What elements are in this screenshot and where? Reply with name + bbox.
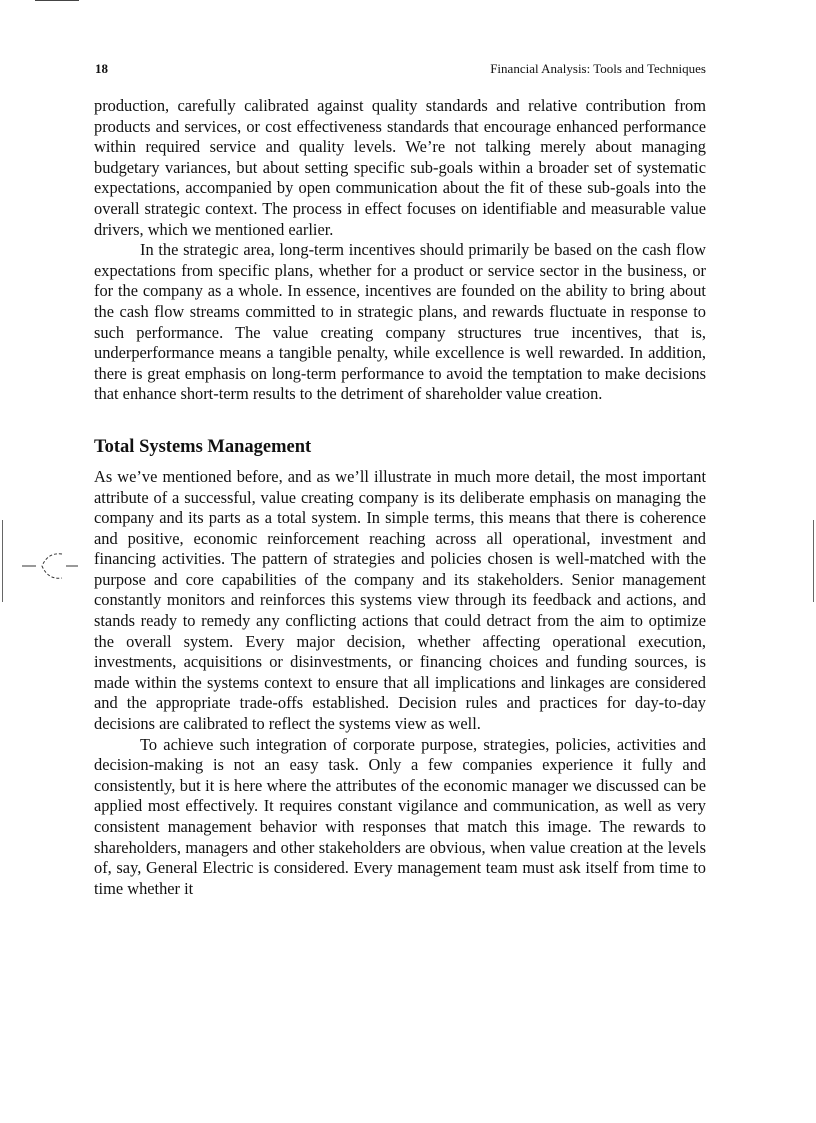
margin-rule-left: [2, 520, 3, 602]
paragraph-continued: production, carefully calibrated against quality standards and relative contribution from products and services, or cost effectiveness standards that encourage enhanced performance within required service and quality levels. We’re not talking merely about managing budgetary variances, but about setting specific sub-goals within a broader set of systematic expectations, accompanied by open communication about the fit of these sub-goals into the overall strategic context. The process in effect focuses on identifiable and measurable value drivers, which we mentioned earlier.: [94, 96, 706, 239]
margin-rule-right: [813, 520, 814, 602]
registration-mark-icon: [22, 546, 82, 586]
section-heading: Total Systems Management: [94, 436, 312, 457]
body-text: [94, 96, 706, 899]
paragraph-total-systems: As we’ve mentioned before, and as we’ll illustrate in much more detail, the most important attribute of a successful, value creating company is its deliberate emphasis on managing the company and its parts as a total system. In simple terms, this means that there is coherence and positive, economic reinforcement reaching across all operational, investment and financing activities. The pattern of strategies and policies chosen is well-matched with the purpose and core capabilities of the company and its stakeholders. Senior management constantly monitors and reinforces this systems view through its feedback and actions, and stands ready to remedy any conflicting actions that could detract from the aim to optimize the overall system. Every major decision, whether affecting operational execution, investments, acquisitions or disinvestments, or financing choices and funding sources, is made within the systems context to ensure that all implications and linkages are considered and the appropriate trade-offs established. Decision rules and practices for day-to-day decisions are calibrated to reflect the systems view as well.: [94, 466, 706, 734]
running-title: Financial Analysis: Tools and Techniques: [490, 61, 706, 76]
running-head: [95, 60, 706, 78]
page-number: 18: [95, 61, 108, 76]
paragraph-strategic-incentives: In the strategic area, long-term incentives should primarily be based on the cash flow expectations from specific plans, whether for a product or service sector in the business, or for the company as a whole. In essence, incentives are founded on the ability to bring about the cash flow streams committed to in strategic plans, and rewards fluctuate in response to such performance. The value creating company structures true incentives, that is, underperformance means a tangible penalty, while excellence is well rewarded. In addition, there is great emphasis on long-term performance to avoid the temptation to make decisions that enhance short-term results to the detriment of shareholder value creation.: [94, 240, 706, 404]
paragraph-integration: To achieve such integration of corporate purpose, strategies, policies, activities and decision-making is not an easy task. Only a few companies experience it fully and consistently, but it is here where the attributes of the economic manager we discussed can be applied most effectively. It requires constant vigilance and communication, as well as very consistent management behavior with responses that match this image. The rewards to shareholders, managers and other stakeholders are obvious, when value creation at the levels of, say, General Electric is considered. Every management team must ask itself from time to time whether it: [94, 734, 706, 898]
crop-mark-top: [35, 0, 79, 1]
